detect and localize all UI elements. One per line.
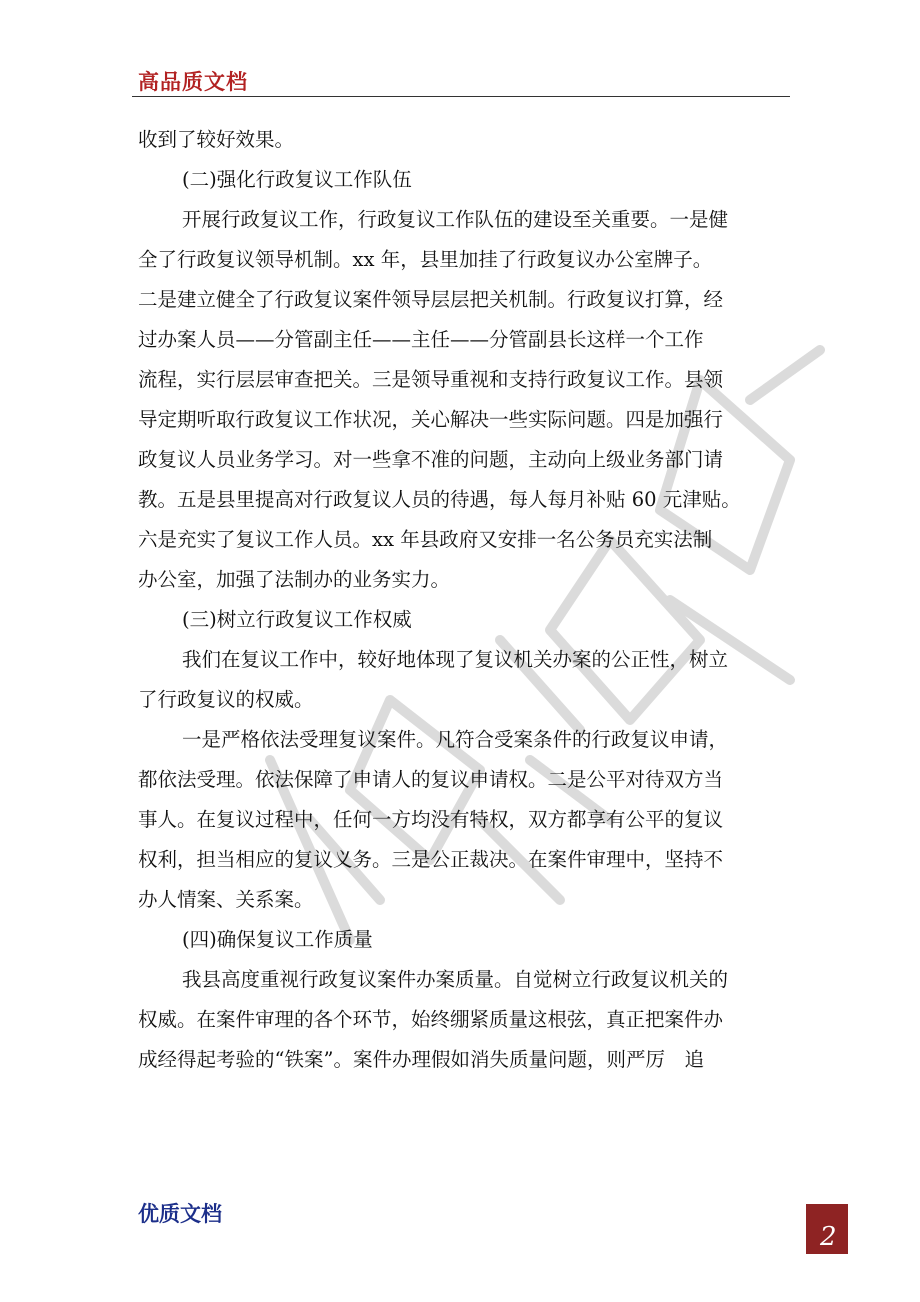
section-heading: (三)树立行政复议工作权威: [182, 608, 412, 631]
paragraph-line: 事人。在复议过程中，任何一方均没有特权，双方都享有公平的复议: [138, 808, 724, 831]
paragraph-line: 一是严格依法受理复议案件。凡符合受案条件的行政复议申请，: [182, 728, 729, 751]
paragraph-line: 六是充实了复议工作人员。xx 年县政府又安排一名公务员充实法制: [138, 528, 713, 551]
paragraph-line: 办人情案、关系案。: [138, 888, 314, 911]
header-title: 高品质文档: [138, 70, 248, 94]
section-heading: (四)确保复议工作质量: [182, 928, 373, 951]
footer-title: 优质文档: [138, 1202, 222, 1226]
paragraph-line: 权利，担当相应的复议义务。三是公正裁决。在案件审理中，坚持不: [138, 848, 724, 871]
header-divider: [132, 96, 790, 97]
paragraph-line: 我们在复议工作中，较好地体现了复议机关办案的公正性，树立: [182, 648, 729, 671]
paragraph-line: 收到了较好效果。: [138, 128, 295, 151]
paragraph-line: 了行政复议的权威。: [138, 688, 314, 711]
paragraph-line: 政复议人员业务学习。对一些拿不准的问题，主动向上级业务部门请: [138, 448, 724, 471]
page-number: 2: [820, 1222, 837, 1252]
paragraph-line: 教。五是县里提高对行政复议人员的待遇，每人每月补贴 60 元津贴。: [138, 488, 741, 511]
document-body: [138, 120, 788, 1080]
paragraph-line: 办公室，加强了法制办的业务实力。: [138, 568, 451, 591]
paragraph-line: 我县高度重视行政复议案件办案质量。自觉树立行政复议机关的: [182, 968, 729, 991]
paragraph-line: 权威。在案件审理的各个环节，始终绷紧质量这根弦，真正把案件办: [138, 1008, 724, 1031]
paragraph-line: 都依法受理。依法保障了申请人的复议申请权。二是公平对待双方当: [138, 768, 724, 791]
paragraph-line: 全了行政复议领导机制。xx 年，县里加挂了行政复议办公室牌子。: [138, 248, 713, 271]
paragraph-line: 流程，实行层层审查把关。三是领导重视和支持行政复议工作。县领: [138, 368, 724, 391]
paragraph-line: 开展行政复议工作，行政复议工作队伍的建设至关重要。一是健: [182, 208, 729, 231]
paragraph-line: 导定期听取行政复议工作状况，关心解决一些实际问题。四是加强行: [138, 408, 724, 431]
section-heading: (二)强化行政复议工作队伍: [182, 168, 412, 191]
paragraph-line: 过办案人员——分管副主任——主任——分管副县长这样一个工作: [138, 328, 704, 351]
paragraph-line: 成经得起考验的“铁案”。案件办理假如消失质量问题，则严厉 追: [138, 1048, 704, 1071]
paragraph-line: 二是建立健全了行政复议案件领导层层把关机制。行政复议打算，经: [138, 288, 724, 311]
